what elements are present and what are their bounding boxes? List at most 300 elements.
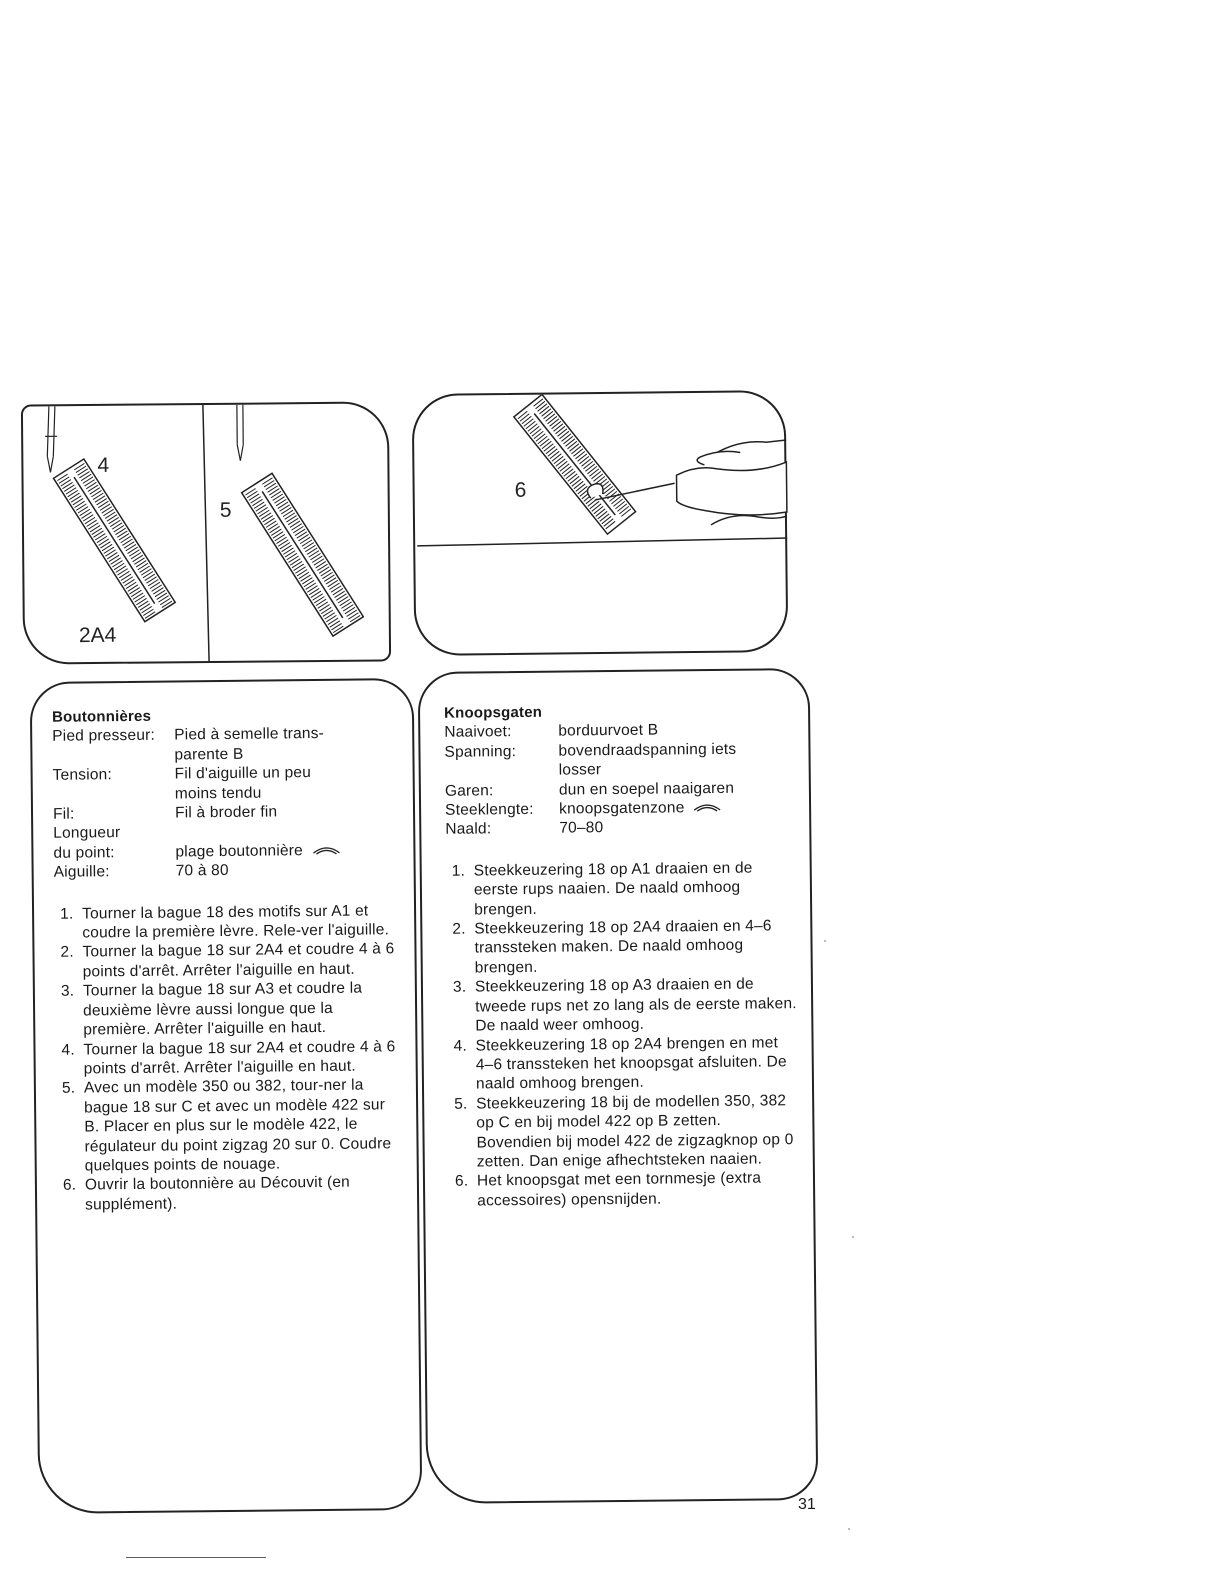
stitch-line [544, 411, 553, 418]
stitch-line [110, 520, 120, 526]
stitch-line [283, 548, 293, 554]
step-item [446, 858, 797, 920]
stitch-line [299, 572, 309, 578]
stitch-line [603, 486, 612, 493]
stitch-line [252, 499, 262, 505]
spec-value [558, 720, 794, 742]
stitch-line [162, 601, 172, 607]
stitch-line [333, 626, 343, 632]
stitch-line [133, 593, 143, 599]
stitch-line [90, 525, 100, 531]
stitch-line [263, 516, 273, 522]
stitch-line [280, 543, 290, 549]
stitch-line [273, 532, 283, 538]
stitch-line [574, 449, 583, 456]
stitch-line [275, 534, 285, 540]
stitch-line [604, 519, 613, 526]
stitch-line [336, 594, 346, 600]
section-heading-french: Boutonnières [51, 707, 152, 726]
stitch-line [305, 545, 315, 551]
stitch-line [75, 501, 85, 507]
stitch-line [596, 509, 605, 516]
step-text: Tourner la bague 18 sur 2A4 et coudre 4 à 6 points d'arrêt. Arrêter l'aiguille en haut. [83, 1037, 396, 1078]
stitch-line [124, 579, 134, 585]
stitch-line [76, 504, 86, 510]
stitch-line [269, 489, 279, 495]
stitch-line [264, 480, 274, 486]
stitch-line [534, 431, 543, 438]
stitch-line [550, 419, 559, 426]
stitch-line [71, 496, 81, 502]
illustration-panel-steps-4-5 [21, 401, 391, 664]
stitch-line [343, 605, 353, 611]
spec-value [175, 821, 399, 862]
scan-speck [852, 1236, 854, 1238]
spec-value-text: dun en soepel naaigaren [558, 779, 735, 799]
stitch-line [564, 436, 573, 443]
stitch-line [276, 499, 286, 505]
stitch-line [310, 553, 320, 559]
stitch-line [302, 578, 312, 584]
stitch-line [326, 615, 336, 621]
stitch-line [589, 469, 598, 476]
stitch-line [102, 544, 112, 550]
stitch-line [341, 602, 351, 608]
stitch-line [307, 586, 317, 592]
stitch-line [595, 476, 604, 483]
stitch-line [109, 555, 119, 561]
stitch-line [153, 588, 163, 594]
stitch-line [611, 496, 620, 503]
stitch-line [619, 506, 628, 513]
stitch-line [566, 471, 575, 478]
stitch-line [579, 456, 588, 463]
step-item [54, 901, 400, 943]
stitch-line [309, 551, 319, 557]
stitch-line [593, 474, 602, 481]
spec-value-text: Pied à semelle trans- parente B [174, 725, 325, 764]
stitch-line [548, 449, 557, 456]
spec-value-text: plage boutonnière [175, 842, 304, 861]
step-item [55, 1037, 401, 1079]
spec-value-text: 70–80 [559, 819, 604, 838]
stitch-line [348, 613, 358, 619]
stitch-line [585, 464, 594, 471]
stitch-line [79, 472, 89, 478]
seam-ripper-illustration [414, 392, 791, 658]
stitch-line [538, 404, 547, 411]
stitch-line [290, 521, 300, 527]
stitch-line [93, 493, 103, 499]
stitch-line [602, 516, 611, 523]
stitch-line [314, 596, 324, 602]
spec-list-french [52, 724, 400, 883]
step-text: Tourner la bague 18 des motifs sur A1 et coudre la première lèvre. Rele-ver l'aiguille. [81, 902, 390, 942]
stitch-line [266, 521, 276, 527]
stitch-line [568, 441, 577, 448]
stitch-line [278, 502, 288, 508]
stitch-line [285, 551, 295, 557]
stitch-line [564, 469, 573, 476]
stitch-line [87, 520, 97, 526]
stitch-line [273, 494, 283, 500]
step-label-6: 6 [514, 478, 527, 502]
stitch-line [304, 543, 314, 549]
stitch-line [590, 501, 599, 508]
step-number: 2. [60, 944, 74, 962]
stitch-line [146, 577, 156, 583]
stitch-line [542, 409, 551, 416]
stitch-line [85, 517, 95, 523]
stitch-line [307, 548, 317, 554]
stitch-line [107, 515, 117, 521]
stitch-line [323, 610, 333, 616]
stitch-line [157, 593, 167, 599]
stitch-line [287, 553, 297, 559]
spec-value-text: bovendraadspanning iets losser [558, 740, 737, 779]
stitch-line [587, 466, 596, 473]
stitch-line [258, 507, 268, 513]
stitch-line [86, 482, 96, 488]
stitch-line [271, 491, 281, 497]
stitch-line [345, 607, 355, 613]
stitch-line [288, 556, 298, 562]
stitch-line [522, 416, 531, 423]
spec-value [558, 739, 794, 780]
step-list-french [54, 901, 403, 1215]
stitch-line [554, 424, 563, 431]
stitch-line [259, 510, 269, 516]
stitch-line [530, 426, 539, 433]
stitch-line [282, 545, 292, 551]
step-item [54, 940, 400, 982]
stitch-line [117, 531, 127, 537]
stitch-line [548, 416, 557, 423]
stitch-line [123, 577, 133, 583]
stitch-line [73, 498, 83, 504]
stitch-line [331, 623, 341, 629]
buttonhole-pattern-1 [54, 459, 176, 622]
stitch-line [64, 485, 74, 491]
step-text: Steekkeuzering 18 bij de modellen 350, 382 op C en bij model 422 op B zetten. Bovendien bij model 422 de zigzagknop op 0 zetten. Dan enige afhechtsteken naaien. [476, 1091, 794, 1171]
seam-ripper [587, 440, 787, 526]
stitch-line [292, 524, 302, 530]
stitch-line [293, 526, 303, 532]
step-text: Steekkeuzering 18 op 2A4 draaien en 4–6 transsteken maken. De naald omhoog brengen. [474, 917, 772, 977]
buttonhole-range-icon [692, 802, 722, 814]
step-text: Steekkeuzering 18 op A1 draaien en de eerste rups naaien. De naald omhoog brengen. [473, 859, 753, 919]
stitch-line [329, 583, 339, 589]
spec-key: Pied presseur: [52, 727, 156, 746]
stitch-line [283, 510, 293, 516]
stitch-line [90, 488, 100, 494]
stitch-line [276, 537, 286, 543]
step-text: Avec un modèle 350 ou 382, tour-ner la bague 18 sur C et avec un modèle 422 sur B. Placer en plus sur le modèle 422, le régulateur du point zigzag 20 sur 0. Coudre quelques points de nouage. [83, 1076, 392, 1175]
buttonhole-pattern-2 [242, 473, 364, 636]
stitch-line [552, 421, 561, 428]
stitch-line [145, 612, 155, 618]
stitch-line [100, 504, 110, 510]
stitch-line [141, 569, 151, 575]
stitch-line [550, 451, 559, 458]
stitch-line [69, 493, 79, 499]
stitch-line [568, 474, 577, 481]
dutch-instructions-panel [418, 668, 819, 1504]
stitch-line [274, 497, 284, 503]
stitch-line [552, 454, 561, 461]
step-number: 4. [61, 1041, 75, 1059]
stitch-line [249, 494, 259, 500]
stitch-line [103, 509, 113, 515]
stitch-line [302, 540, 312, 546]
step-text: Ouvrir la boutonnière au Découvit (en supplément). [84, 1174, 351, 1214]
stitch-line [566, 439, 575, 446]
stitch-line [109, 517, 119, 523]
stitch-line [544, 444, 553, 451]
stitch-line [524, 419, 533, 426]
stitch-line [138, 601, 148, 607]
stitch-line [536, 434, 545, 441]
stitch-line [295, 567, 305, 573]
step-number: 5. [61, 1079, 76, 1098]
step-number: 1. [451, 862, 466, 880]
section-heading-dutch: Knoopsgaten [443, 703, 543, 722]
stitch-line [286, 516, 296, 522]
stitch-line [554, 456, 563, 463]
stitch-line [100, 542, 110, 548]
stitch-line [78, 469, 88, 475]
stitch-line [121, 536, 131, 542]
illustration-panel-step-6 [412, 390, 789, 656]
step-text: Tourner la bague 18 sur A3 et coudre la deuxième lèvre aussi longue que la première. Arrêter l'aiguille en haut. [82, 979, 363, 1039]
step-item [447, 974, 798, 1036]
step-number: 1. [59, 905, 74, 923]
stitch-line [98, 501, 108, 507]
spec-key: Garen: [444, 781, 494, 800]
stitch-line [119, 571, 129, 577]
setting-label-2a4: 2A4 [78, 623, 117, 648]
step-item [449, 1168, 799, 1210]
stitch-line [92, 528, 102, 534]
stitch-line [297, 570, 307, 576]
stitch-line [312, 556, 322, 562]
stitch-line [140, 604, 150, 610]
stitch-line [155, 590, 165, 596]
stitch-line [148, 579, 158, 585]
spec-key: Steeklengte: [445, 800, 534, 819]
stitch-line [556, 459, 565, 466]
stitch-line [133, 555, 143, 561]
stitch-line [562, 466, 571, 473]
stitch-line [136, 598, 146, 604]
stitch-line [107, 552, 117, 558]
stitch-line [128, 547, 138, 553]
step-number: 4. [453, 1037, 467, 1055]
buttonhole-range-icon [311, 845, 341, 857]
stitch-line [264, 518, 274, 524]
step-number: 2. [452, 920, 466, 938]
stitch-line [309, 588, 319, 594]
stitch-line [145, 574, 155, 580]
stitch-line [583, 461, 592, 468]
stitch-line [536, 401, 545, 408]
stitch-line [319, 567, 329, 573]
stitch-line [347, 610, 357, 616]
step-number: 6. [62, 1176, 77, 1195]
stitch-line [80, 509, 90, 515]
stitch-line [131, 552, 141, 558]
stitch-line [617, 504, 626, 511]
stitch-line [99, 539, 109, 545]
stitch-line [81, 512, 91, 518]
stitch-line [321, 607, 331, 613]
spec-key: Fil: [52, 805, 75, 823]
stitch-line [313, 594, 323, 600]
stitch-line [311, 591, 321, 597]
step-item [55, 978, 402, 1040]
stitch-line [575, 451, 584, 458]
stitch-line [288, 518, 298, 524]
stitch-line [126, 582, 136, 588]
spec-value [176, 859, 400, 881]
stitch-line [266, 483, 276, 489]
spec-value [559, 797, 795, 819]
stitch-line [131, 590, 141, 596]
step-label-4: 4 [97, 453, 110, 477]
stitch-line [321, 570, 331, 576]
stitch-line [278, 540, 288, 546]
step-item [57, 1172, 403, 1214]
spec-key: Aiguille: [53, 863, 110, 882]
stitch-line [328, 618, 338, 624]
stitch-line [281, 507, 291, 513]
step-text: Steekkeuzering 18 op 2A4 brengen en met 4–6 transsteken het knoopsgat afsluiten. De naald omhoog brengen. [475, 1033, 787, 1093]
french-instructions-panel [30, 678, 423, 1514]
stitch-line [143, 609, 153, 615]
spec-value-text: Fil à broder fin [174, 803, 278, 822]
stitch-line [115, 528, 125, 534]
spec-key: Naald: [445, 820, 492, 839]
stitch-line [97, 536, 107, 542]
stitch-line [615, 501, 624, 508]
stitch-line [261, 513, 271, 519]
stitch-line [572, 446, 581, 453]
stitch-line [598, 511, 607, 518]
stitch-line [325, 613, 335, 619]
stitch-line [63, 482, 73, 488]
stitch-line [122, 539, 132, 545]
stitch-line [558, 461, 567, 468]
stitch-line [578, 486, 587, 493]
stitch-line [572, 479, 581, 486]
stitch-line [112, 561, 122, 567]
stitch-line [124, 542, 134, 548]
stitch-line [95, 496, 105, 502]
stitch-line [112, 523, 122, 529]
stitch-line [66, 488, 76, 494]
stitch-line [592, 504, 601, 511]
stitch-line [331, 586, 341, 592]
stitch-line [121, 574, 131, 580]
stitch-line [83, 477, 93, 483]
stitch-line [306, 583, 316, 589]
stitch-line [290, 559, 300, 565]
stitch-line [88, 523, 98, 529]
stitch-line [600, 514, 609, 521]
stitch-line [546, 414, 555, 421]
page-number: 31 [798, 1496, 816, 1513]
stitch-line [581, 459, 590, 466]
stitch-line [621, 509, 630, 516]
stitch-line [316, 599, 326, 605]
stitch-line [330, 621, 340, 627]
stitch-line [304, 580, 314, 586]
stitch-line [104, 547, 114, 553]
stitch-line [350, 615, 360, 621]
stitch-line [135, 596, 145, 602]
stitch-line [160, 598, 170, 604]
stitch-line [605, 489, 614, 496]
spec-value-text: 70 à 80 [175, 862, 229, 880]
stitch-line [114, 526, 124, 532]
spec-list-dutch [444, 720, 795, 840]
spec-value-text: knoopsgatenzone [559, 799, 685, 818]
stitch-line [78, 507, 88, 513]
stitch-line [93, 531, 103, 537]
stitch-line [613, 499, 622, 506]
stitch-line [520, 414, 529, 421]
spec-key: Spanning: [444, 742, 517, 761]
stitch-line [280, 505, 290, 511]
stitch-line [95, 534, 105, 540]
stitch-line [271, 529, 281, 535]
spec-value [175, 762, 399, 803]
stitch-line [61, 480, 71, 486]
stitch-line [268, 486, 278, 492]
stitch-line [540, 406, 549, 413]
buttonhole-pattern-3 [514, 394, 636, 534]
step-text: Tourner la bague 18 sur 2A4 et coudre 4 à 6 points d'arrêt. Arrêter l'aiguille en haut. [82, 940, 395, 981]
stitch-line [111, 558, 121, 564]
stitch-line [606, 521, 615, 528]
stitch-line [143, 571, 153, 577]
stitch-line [556, 426, 565, 433]
stitch-line [292, 561, 302, 567]
step-item [447, 1033, 798, 1095]
step-number: 3. [60, 982, 75, 1001]
stitch-line [577, 454, 586, 461]
step-label-5: 5 [219, 498, 232, 522]
stitch-line [574, 481, 583, 488]
stitch-line [130, 588, 140, 594]
spec-key: Naaivoet: [444, 723, 512, 742]
stitch-line [300, 537, 310, 543]
stitch-line [102, 507, 112, 513]
stitch-line [558, 429, 567, 436]
stitch-line [335, 591, 345, 597]
stitch-line [323, 572, 333, 578]
stitch-line [317, 564, 327, 570]
spec-key: Tension: [52, 766, 113, 785]
stitch-line [594, 506, 603, 513]
stitch-line [560, 464, 569, 471]
step-number: 5. [454, 1095, 468, 1113]
stitch-line [247, 491, 257, 497]
stitch-line [546, 446, 555, 453]
stitch-line [319, 605, 329, 611]
stitch-line [268, 524, 278, 530]
stitch-line [340, 599, 350, 605]
